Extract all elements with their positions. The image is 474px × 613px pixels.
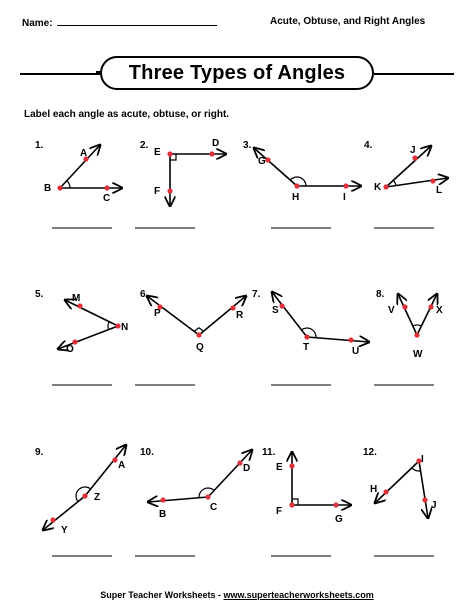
point-label: C	[210, 502, 218, 513]
angle-ray	[254, 148, 297, 186]
point-label: D	[212, 138, 220, 149]
point-label: J	[431, 500, 437, 511]
angle-arc	[108, 321, 109, 329]
point-dot	[209, 151, 214, 156]
point-label: I	[421, 454, 424, 465]
point-dot	[289, 502, 294, 507]
point-dot	[77, 303, 82, 308]
point-label: I	[343, 192, 346, 203]
point-dot	[422, 497, 427, 502]
point-label: O	[66, 344, 74, 355]
angle-ray	[307, 337, 369, 342]
point-label: D	[243, 463, 251, 474]
angle-problem-8	[374, 289, 443, 385]
point-label: C	[103, 193, 111, 204]
point-label: N	[121, 322, 129, 333]
point-label: A	[118, 460, 126, 471]
angle-problem-10	[135, 447, 252, 556]
point-label: H	[292, 192, 300, 203]
angle-problem-12	[363, 447, 437, 556]
point-dot	[402, 304, 407, 309]
point-dot	[348, 337, 353, 342]
point-label: B	[44, 183, 52, 194]
point-label: Y	[61, 525, 68, 536]
point-dot	[167, 151, 172, 156]
point-dot	[167, 188, 172, 193]
point-dot	[333, 502, 338, 507]
name-label: Name:	[22, 18, 53, 29]
angle-arc	[413, 325, 421, 326]
problem-number: 11.	[262, 447, 276, 458]
point-label: L	[436, 185, 443, 196]
point-dot	[279, 303, 284, 308]
problem-number: 1.	[35, 140, 44, 151]
angle-problem-11	[262, 447, 351, 556]
point-dot	[205, 494, 210, 499]
point-dot	[430, 178, 435, 183]
angle-problem-6	[135, 289, 246, 385]
point-label: B	[159, 509, 167, 520]
problem-number: 9.	[35, 447, 44, 458]
point-label: V	[388, 305, 395, 316]
problem-number: 7.	[252, 289, 261, 300]
problem-number: 5.	[35, 289, 44, 300]
point-dot	[383, 489, 388, 494]
point-dot	[428, 304, 433, 309]
point-dot	[230, 305, 235, 310]
angle-problem-3	[243, 140, 361, 228]
point-label: R	[236, 310, 244, 321]
instructions: Label each angle as acute, obtuse, or right.	[24, 109, 230, 120]
angle-ray	[417, 294, 437, 335]
point-dot	[237, 460, 242, 465]
point-label: E	[154, 147, 161, 158]
point-dot	[414, 332, 419, 337]
point-label: G	[335, 514, 343, 525]
point-label: E	[276, 462, 283, 473]
footer-separator: -	[215, 590, 224, 600]
angle-ray	[148, 497, 208, 502]
angle-problem-9	[35, 445, 126, 556]
point-dot	[412, 155, 417, 160]
angle-ray	[419, 461, 428, 518]
point-label: Q	[196, 342, 204, 353]
problem-number: 4.	[364, 140, 373, 151]
problem-number: 2.	[140, 140, 149, 151]
point-dot	[82, 493, 87, 498]
point-label: U	[352, 346, 360, 357]
point-label: S	[272, 305, 279, 316]
point-dot	[160, 497, 165, 502]
point-label: A	[80, 148, 88, 159]
point-label: W	[413, 349, 423, 360]
point-label: G	[258, 156, 266, 167]
angle-ray	[398, 294, 417, 335]
angle-problem-2	[135, 138, 226, 228]
angle-problem-1	[35, 140, 122, 228]
angle-problem-4	[364, 140, 448, 228]
point-label: F	[154, 186, 161, 197]
footer-url[interactable]: www.superteacherworksheets.com	[223, 590, 374, 600]
point-dot	[343, 183, 348, 188]
angle-arc	[67, 181, 70, 188]
problem-number: 6.	[140, 289, 149, 300]
point-dot	[115, 323, 120, 328]
point-label: J	[410, 145, 416, 156]
point-dot	[294, 183, 299, 188]
point-dot	[50, 517, 55, 522]
problem-number: 8.	[376, 289, 385, 300]
problem-number: 3.	[243, 140, 252, 151]
footer	[0, 590, 474, 600]
angle-problem-5	[35, 289, 128, 385]
point-label: K	[374, 182, 382, 193]
page-title: Three Types of Angles	[128, 61, 346, 84]
worksheet-subtitle: Acute, Obtuse, and Right Angles	[270, 16, 426, 27]
angle-ray	[375, 461, 419, 503]
point-label: H	[370, 484, 378, 495]
point-label: T	[303, 342, 310, 353]
point-dot	[57, 185, 62, 190]
footer-brand: Super Teacher Worksheets	[100, 590, 216, 600]
angle-arc	[393, 180, 396, 186]
point-dot	[112, 457, 117, 462]
point-dot	[304, 334, 309, 339]
problem-number: 10.	[140, 447, 154, 458]
point-dot	[196, 332, 201, 337]
point-label: X	[436, 305, 443, 316]
point-dot	[104, 185, 109, 190]
point-label: Z	[94, 492, 101, 503]
point-dot	[383, 184, 388, 189]
angle-problem-7	[252, 289, 369, 385]
angle-arc	[412, 468, 421, 471]
point-label: P	[154, 308, 161, 319]
right-angle-marker	[194, 328, 204, 332]
point-dot	[289, 463, 294, 468]
problem-number: 12.	[363, 447, 377, 458]
point-label: M	[72, 293, 81, 304]
point-label: F	[276, 506, 283, 517]
point-dot	[265, 157, 270, 162]
